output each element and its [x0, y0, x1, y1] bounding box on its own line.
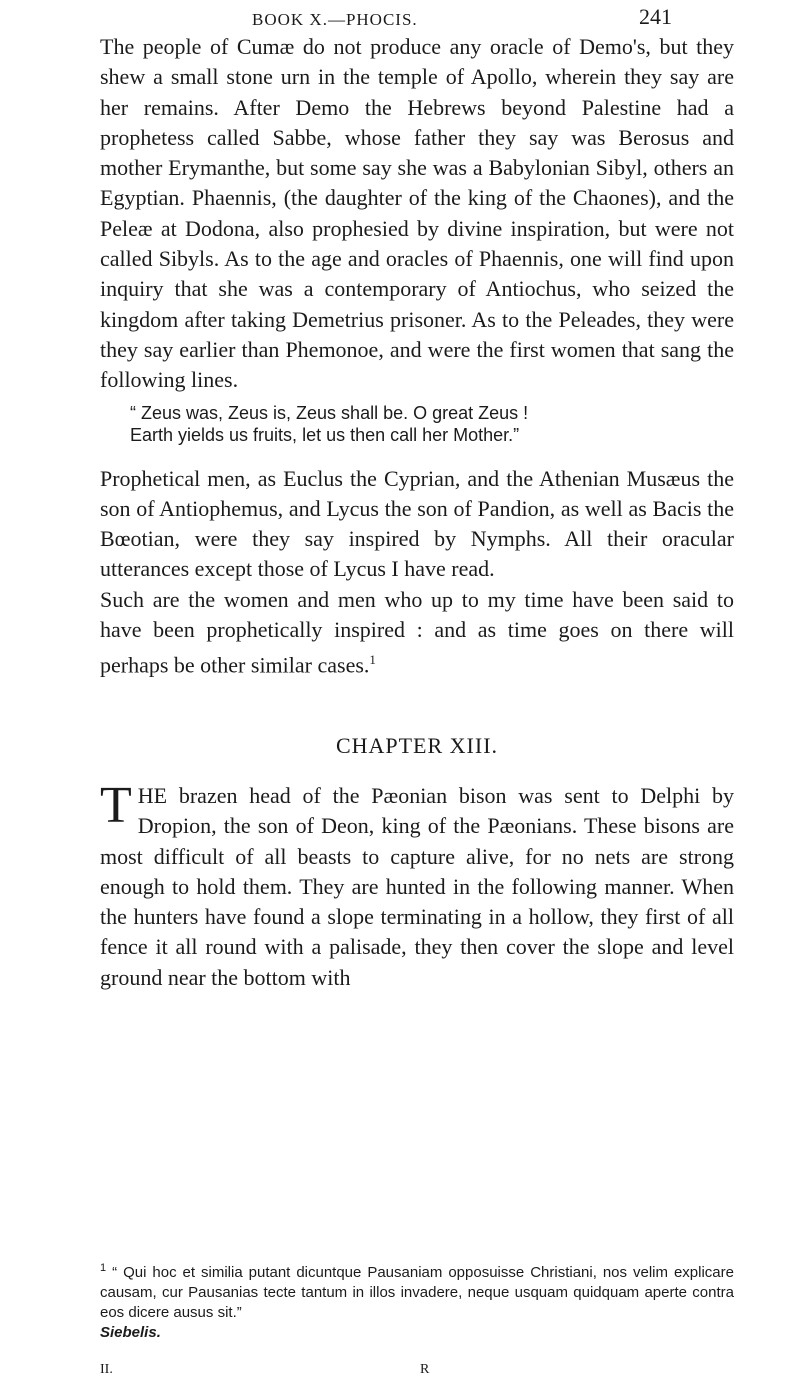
chapter-text: HE brazen head of the Pæonian bison was sent to Delphi by Dropion, the son of Deon, king of the Pæonians. These bisons are most difficult of all beasts to capture alive, for no nets are strong enough to hold them. They are hunted in the following manner. When the hunters have found a slope terminating in a hollow, they first of all fence it all round with a palisade, they then cover the slope and level ground near the bottom with [100, 782, 734, 990]
paragraph: The people of Cumæ do not produce any oracle of Demo's, but they shew a small stone urn in the temple of Apollo, wherein they say are her remains. After Demo the Hebrews beyond Palestine had a prophetess called Sabbe, whose father they say was Berosus and mother Erymanthe, but some say she was a Babylonian Sibyl, others an Egyptian. Phaennis, (the daughter of the king of the Chaones), and the Peleæ at Dodona, also prophesied by divine inspiration, but were not called Sibyls. As to the age and oracles of Phaennis, one will find upon inquiry that she was a contemporary of Antiochus, who seized the kingdom after taking Demetrius prisoner. As to the Peleades, they were they say earlier than Phemonoe, and were the first women that sang the following lines. [100, 34, 734, 393]
running-head-title: BOOK X.—PHOCIS. [252, 10, 418, 29]
footnote-text: “ Qui hoc et similia putant dicuntque Pausaniam opposuisse Christiani, nos velim explicare causam, cur Pausanias tecte tantum in illos invadere, neque usquam quidquam aperte contra eos dicere ausus sit.” [100, 1264, 734, 1321]
footnote-reference[interactable]: 1 [369, 652, 376, 668]
chapter-heading: CHAPTER XIII. [335, 732, 499, 758]
paragraph-text: Such are the women and men who up to my time have been said to have been prophetically inspired : and as time goes on there will perhaps be other similar cases. [100, 586, 734, 678]
footnote-author: Siebelis. [100, 1324, 161, 1341]
chapter-paragraph [100, 776, 734, 993]
paragraph-with-footnote [100, 585, 734, 681]
volume-number: II. [100, 1362, 113, 1377]
page-signature [100, 1362, 734, 1386]
verse-line: “ Zeus was, Zeus is, Zeus shall be. O great Zeus ! [130, 402, 529, 423]
drop-cap: T [100, 776, 132, 834]
main-text [100, 32, 734, 993]
footnote [100, 1258, 734, 1343]
paragraph: Prophetical men, as Euclus the Cyprian, and the Athenian Musæus the son of Antiophemus, and Lycus the son of Pandion, as well as Bacis the Bœotian, were they say inspired by Nymphs. All their oracular utterances except those of Lycus I have read. [100, 465, 734, 582]
footnote-marker: 1 [100, 1262, 107, 1274]
signature-mark: R [420, 1362, 430, 1377]
running-head [252, 2, 672, 32]
verse-line: Earth yields us fruits, let us then call her Mother.” [130, 424, 520, 445]
verse-quote [130, 402, 734, 446]
page-number: 241 [639, 4, 672, 29]
